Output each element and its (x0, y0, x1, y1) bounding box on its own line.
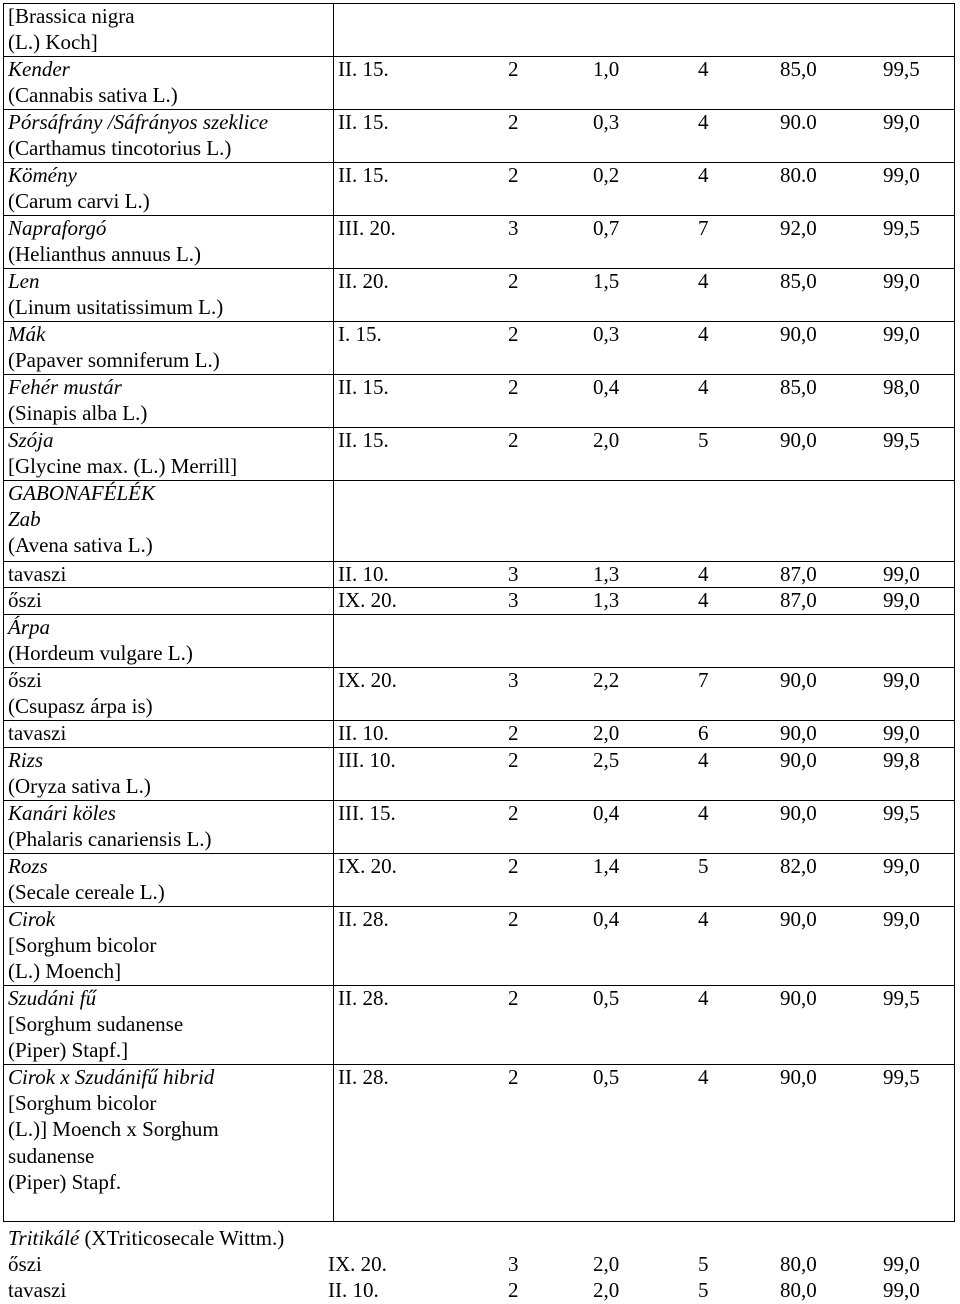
value-cell: 2 (508, 854, 519, 878)
value-cell: 2,0 (593, 1278, 620, 1302)
crop-name-line: (Linum usitatissimum L.) (8, 295, 224, 320)
crop-name-line: (Piper) Stapf. (8, 1169, 122, 1194)
column-divider (333, 56, 334, 109)
value-cell: 98,0 (883, 375, 920, 399)
value-cell: 0,3 (593, 322, 620, 346)
value-cell: 2 (508, 57, 519, 81)
value-cell: II. 28. (338, 986, 389, 1010)
value-cell: 4 (698, 269, 709, 293)
value-cell: 2 (508, 269, 519, 293)
value-cell: II. 20. (338, 269, 389, 293)
value-cell: 90,0 (780, 748, 817, 772)
value-cell: IX. 20. (328, 1252, 387, 1276)
value-cell: 3 (508, 216, 519, 240)
crop-name-line: Napraforgó (8, 216, 107, 240)
value-cell: 2 (508, 322, 519, 346)
crop-name-line: (L.) Koch] (8, 30, 98, 55)
value-cell: 99,0 (883, 110, 920, 134)
value-cell: 99,0 (883, 269, 920, 293)
value-cell: 5 (698, 1252, 709, 1276)
crop-name-line: Pórsáfrány /Sáfrányos szeklice (8, 110, 269, 134)
value-cell: 0,4 (593, 907, 620, 931)
value-cell: 4 (698, 110, 709, 134)
value-cell: 3 (508, 668, 519, 692)
column-divider (333, 800, 334, 853)
value-cell: 4 (698, 322, 709, 346)
crop-name-line: Szója (8, 428, 54, 452)
value-cell: 2 (508, 1278, 519, 1302)
value-cell: 99,8 (883, 748, 920, 772)
value-cell: II. 10. (328, 1278, 379, 1302)
crop-name-line: (L.)] Moench x Sorghum (8, 1117, 219, 1142)
value-cell: 4 (698, 986, 709, 1010)
value-cell: 0,3 (593, 110, 620, 134)
column-divider (333, 587, 334, 614)
value-cell: II. 15. (338, 57, 389, 81)
column-divider (333, 747, 334, 800)
value-cell: 4 (698, 588, 709, 612)
value-cell: 99,5 (883, 1065, 920, 1089)
crop-name-line: Kender (8, 57, 70, 81)
crop-name-line: (Oryza sativa L.) (8, 774, 151, 799)
value-cell: 99,5 (883, 57, 920, 81)
column-divider (333, 1064, 334, 1221)
value-cell: 80.0 (780, 163, 817, 187)
crop-name-line: Fehér mustár (8, 375, 122, 399)
value-cell: 90,0 (780, 721, 817, 745)
value-cell: II. 15. (338, 110, 389, 134)
column-divider (333, 480, 334, 561)
table-bottom-border (3, 1221, 955, 1222)
value-cell: 2 (508, 375, 519, 399)
table-left-border (3, 3, 4, 1221)
value-cell: 4 (698, 163, 709, 187)
column-divider (333, 3, 334, 56)
column-divider (333, 109, 334, 162)
crop-name-line: (Avena sativa L.) (8, 533, 153, 558)
column-divider (333, 985, 334, 1064)
value-cell: 0,2 (593, 163, 620, 187)
value-cell: 1,5 (593, 269, 620, 293)
value-cell: IX. 20. (338, 854, 397, 878)
value-cell: 99,0 (883, 721, 920, 745)
crop-name-line: (Secale cereale L.) (8, 880, 165, 905)
value-cell: 90,0 (780, 907, 817, 931)
value-cell: 2 (508, 986, 519, 1010)
value-cell: II. 10. (338, 562, 389, 586)
value-cell: 4 (698, 57, 709, 81)
row-border (3, 614, 955, 615)
value-cell: 2 (508, 721, 519, 745)
crop-name-line: tavaszi (8, 721, 67, 745)
value-cell: 5 (698, 1278, 709, 1302)
crop-name-line: őszi (8, 668, 42, 692)
value-cell: 1,3 (593, 588, 620, 612)
column-divider (333, 667, 334, 720)
value-cell: 0,7 (593, 216, 620, 240)
value-cell: 3 (508, 562, 519, 586)
crop-name-line: (Hordeum vulgare L.) (8, 641, 193, 666)
value-cell: 85,0 (780, 375, 817, 399)
value-cell: II. 15. (338, 375, 389, 399)
value-cell: IX. 20. (338, 668, 397, 692)
value-cell: 2 (508, 907, 519, 931)
value-cell: 85,0 (780, 57, 817, 81)
value-cell: 99,0 (883, 562, 920, 586)
value-cell: 99,5 (883, 986, 920, 1010)
crop-name-line: (L.) Moench] (8, 959, 122, 984)
value-cell: 4 (698, 801, 709, 825)
value-cell: 87,0 (780, 588, 817, 612)
value-cell: 4 (698, 562, 709, 586)
triticale-row-name: őszi (8, 1252, 42, 1276)
value-cell: 82,0 (780, 854, 817, 878)
value-cell: 90,0 (780, 322, 817, 346)
value-cell: 99,5 (883, 216, 920, 240)
seed-standards-table (3, 3, 955, 1301)
crop-name-line: Kömény (8, 163, 77, 187)
value-cell: II. 10. (338, 721, 389, 745)
triticale-title (8, 1225, 284, 1251)
value-cell: III. 20. (338, 216, 396, 240)
value-cell: 1,0 (593, 57, 620, 81)
crop-name-line: (Csupasz árpa is) (8, 694, 153, 719)
value-cell: 1,4 (593, 854, 620, 878)
crop-name-line: [Brassica nigra (8, 4, 135, 28)
column-divider (333, 162, 334, 215)
value-cell: 4 (698, 375, 709, 399)
value-cell: 3 (508, 588, 519, 612)
value-cell: 90,0 (780, 986, 817, 1010)
value-cell: 2 (508, 801, 519, 825)
value-cell: 4 (698, 748, 709, 772)
crop-name-line: [Sorghum bicolor (8, 1091, 157, 1116)
column-divider (333, 321, 334, 374)
column-divider (333, 268, 334, 321)
value-cell: 92,0 (780, 216, 817, 240)
crop-name-line: Rizs (8, 748, 44, 772)
value-cell: I. 15. (338, 322, 382, 346)
crop-name-line: [Sorghum bicolor (8, 933, 157, 958)
crop-name-line: Cirok (8, 907, 56, 931)
crop-name-line: (Carthamus tincotorius L.) (8, 136, 232, 161)
value-cell: 0,4 (593, 801, 620, 825)
row-border (3, 3, 955, 4)
crop-name-line: (Papaver somniferum L.) (8, 348, 220, 373)
crop-name-line: Mák (8, 322, 46, 346)
value-cell: III. 15. (338, 801, 396, 825)
table-right-border (954, 3, 955, 1221)
value-cell: 99,5 (883, 801, 920, 825)
crop-name-line: Zab (8, 507, 41, 532)
value-cell: 7 (698, 668, 709, 692)
crop-name-line: tavaszi (8, 562, 67, 586)
crop-name-line: GABONAFÉLÉK (8, 481, 155, 505)
value-cell: 99,0 (883, 907, 920, 931)
value-cell: 2,5 (593, 748, 620, 772)
value-cell: 99,0 (883, 668, 920, 692)
value-cell: II. 28. (338, 907, 389, 931)
value-cell: 99,5 (883, 428, 920, 452)
triticale-title-rest: (XTriticosecale Wittm.) (79, 1226, 285, 1250)
column-divider (333, 215, 334, 268)
value-cell: 80,0 (780, 1278, 817, 1302)
value-cell: 2,0 (593, 721, 620, 745)
value-cell: 2 (508, 428, 519, 452)
value-cell: 3 (508, 1252, 519, 1276)
value-cell: 90,0 (780, 668, 817, 692)
crop-name-line: Len (8, 269, 40, 293)
crop-name-line: (Carum carvi L.) (8, 189, 150, 214)
value-cell: 7 (698, 216, 709, 240)
crop-name-line: (Sinapis alba L.) (8, 401, 148, 426)
column-divider (333, 561, 334, 587)
value-cell: II. 15. (338, 428, 389, 452)
value-cell: 85,0 (780, 269, 817, 293)
value-cell: 0,5 (593, 986, 620, 1010)
value-cell: 99,0 (883, 588, 920, 612)
value-cell: II. 15. (338, 163, 389, 187)
value-cell: 99,0 (883, 1252, 920, 1276)
crop-name-line: Cirok x Szudánifű hibrid (8, 1065, 215, 1089)
column-divider (333, 427, 334, 480)
column-divider (333, 906, 334, 985)
crop-name-line: (Helianthus annuus L.) (8, 242, 202, 267)
triticale-row-name: tavaszi (8, 1278, 67, 1302)
column-divider (333, 853, 334, 906)
value-cell: 2 (508, 110, 519, 134)
triticale-title-italic: Tritikálé (8, 1226, 80, 1250)
crop-name-line: (Cannabis sativa L.) (8, 83, 178, 108)
value-cell: 2,0 (593, 428, 620, 452)
column-divider (333, 720, 334, 747)
value-cell: 90,0 (780, 801, 817, 825)
value-cell: 4 (698, 1065, 709, 1089)
value-cell: 2 (508, 163, 519, 187)
value-cell: 2 (508, 748, 519, 772)
value-cell: 99,0 (883, 854, 920, 878)
crop-name-line: (Piper) Stapf.] (8, 1038, 129, 1063)
crop-name-line: Árpa (8, 615, 50, 639)
column-divider (333, 374, 334, 427)
value-cell: 5 (698, 428, 709, 452)
value-cell: IX. 20. (338, 588, 397, 612)
crop-name-line: [Glycine max. (L.) Merrill] (8, 454, 238, 479)
value-cell: 87,0 (780, 562, 817, 586)
crop-name-line: Rozs (8, 854, 48, 878)
crop-name-line: Szudáni fű (8, 986, 97, 1010)
value-cell: 2 (508, 1065, 519, 1089)
value-cell: 99,0 (883, 322, 920, 346)
value-cell: 90,0 (780, 428, 817, 452)
value-cell: 0,5 (593, 1065, 620, 1089)
value-cell: 2,2 (593, 668, 620, 692)
value-cell: 0,4 (593, 375, 620, 399)
crop-name-line: őszi (8, 588, 42, 612)
value-cell: III. 10. (338, 748, 396, 772)
crop-name-line: sudanense (8, 1143, 95, 1168)
value-cell: 99,0 (883, 1278, 920, 1302)
value-cell: 99,0 (883, 163, 920, 187)
value-cell: 80,0 (780, 1252, 817, 1276)
value-cell: 90.0 (780, 110, 817, 134)
value-cell: 2,0 (593, 1252, 620, 1276)
value-cell: II. 28. (338, 1065, 389, 1089)
crop-name-line: [Sorghum sudanense (8, 1012, 184, 1037)
value-cell: 6 (698, 721, 709, 745)
value-cell: 4 (698, 907, 709, 931)
value-cell: 5 (698, 854, 709, 878)
value-cell: 90,0 (780, 1065, 817, 1089)
crop-name-line: (Phalaris canariensis L.) (8, 827, 212, 852)
column-divider (333, 614, 334, 667)
crop-name-line: Kanári köles (8, 801, 116, 825)
value-cell: 1,3 (593, 562, 620, 586)
